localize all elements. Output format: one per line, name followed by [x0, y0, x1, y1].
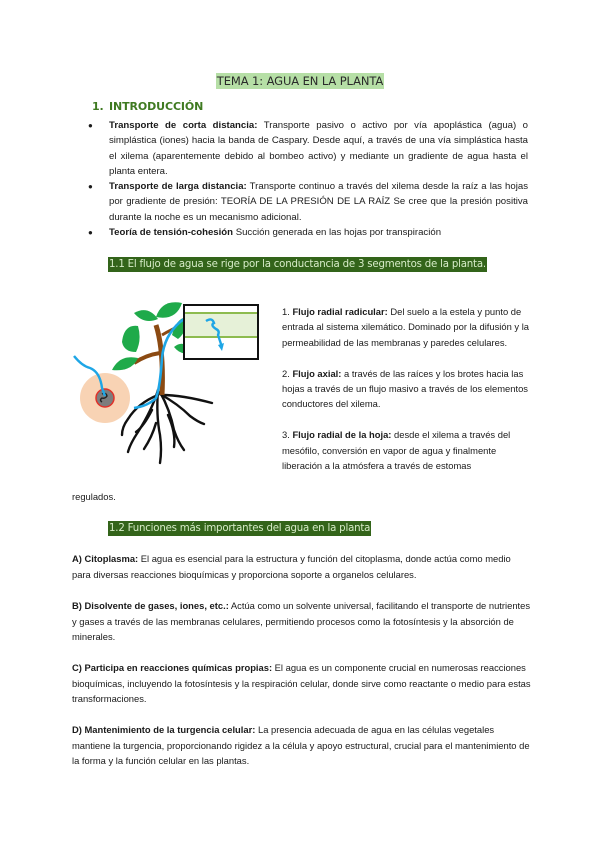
bullet-item [88, 225, 528, 240]
flow-descriptions [282, 304, 532, 473]
function-term: B) Disolvente de gases, iones, etc.: [72, 600, 229, 611]
flow-item-3 [282, 427, 532, 473]
intro-bullet-list [88, 118, 528, 240]
plant-illustration-icon [72, 295, 272, 470]
flow-term: Flujo radial de la hoja: [292, 429, 392, 441]
flow-item-2 [282, 366, 532, 412]
flow-text-continuation: regulados. [72, 491, 116, 502]
section-number: 1. [92, 100, 104, 113]
bullet-text: Succión generada en las hojas por transpiración [233, 227, 442, 239]
flow-text: a través de las raíces y los brotes hacia las hojas a través de un flujo masivo a través de los elementos conductores del xilema. [282, 367, 528, 410]
flow-number: 3. [282, 429, 293, 441]
function-text: El agua es esencial para la estructura y función del citoplasma, donde actúa como medio para diversas reacciones bioquímicas y proporciona soporte a organelos celulares. [72, 553, 511, 580]
flow-number: 2. [282, 367, 293, 379]
flow-term: Flujo axial: [292, 367, 342, 379]
function-item-disolvente [72, 598, 532, 645]
bullet-term: Transporte de corta distancia: [109, 120, 258, 131]
bullet-term: Transporte de larga distancia: [109, 181, 247, 193]
subsection-heading-funciones: 1.2 Funciones más importantes del agua en la planta [109, 523, 371, 534]
function-item-citoplasma [72, 551, 532, 582]
flow-number: 1. [282, 306, 293, 317]
subsection-heading-flujo: 1.1 El flujo de agua se rige por la conductancia de 3 segmentos de la planta. [109, 259, 486, 270]
function-text: El agua es un componente crucial en numerosas reacciones bioquímicas, incluyendo la fotosíntesis y la respiración celular, donde sirve como reactante o medio para estas transformaciones. [72, 662, 531, 705]
plant-water-flow-diagram [72, 295, 272, 470]
function-text: Actúa como un solvente universal, facilitando el transporte de nutrientes y gases a través de las membranas celulares, permitiendo procesos como la fotosíntesis y la absorción de minerales. [72, 600, 531, 643]
function-text: La presencia adecuada de agua en las células vegetales mantiene la turgencia, proporcionando rigidez a la célula y apoyo estructural, crucial para el mantenimiento de la forma y la función celular en las plantas. [72, 724, 530, 767]
bullet-text: Transporte pasivo o activo por vía apoplástica (agua) o simplástica (iones) hacia la banda de Caspary. Desde aquí, a través de una vía simplástica hasta el xilema (aparentemente debido al bombeo activo) y mediante un gradiente de agua hasta el planta entera. [109, 120, 528, 177]
flow-text: desde el xilema a través del mesófilo, conversión en vapor de agua y finalmente liberación a la atmósfera a través de estomas [282, 429, 511, 472]
title-wrap [0, 72, 600, 90]
function-term: A) Citoplasma: [72, 553, 139, 564]
section-title: INTRODUCCIÓN [109, 100, 204, 113]
document-title: TEMA 1: AGUA EN LA PLANTA [216, 74, 384, 88]
function-term: C) Participa en reacciones químicas propias: [72, 662, 273, 673]
bullet-term: Teoría de tensión-cohesión [109, 227, 234, 239]
function-term: D) Mantenimiento de la turgencia celular: [72, 724, 256, 735]
section-heading-introduccion [92, 100, 203, 113]
flow-term: Flujo radial radicular: [292, 306, 388, 317]
function-item-reacciones [72, 660, 532, 707]
flow-text: Del suelo a la estela y punto de entrada al sistema xilemático. Dominado por la difusión y la permeabilidad de las membranas y paredes celulares. [282, 306, 529, 348]
flow-item-1 [282, 304, 532, 350]
bullet-text: Transporte continuo a través del xilema desde la raíz a las hojas por gradiente de presión: TEORÍA DE LA PRESIÓN DE LA RAÍZ Se cree que la presión positiva durante la noche es un mecanismo adicional. [109, 181, 528, 223]
bullet-item [88, 179, 528, 225]
function-item-turgencia [72, 722, 532, 769]
bullet-item [88, 118, 528, 179]
